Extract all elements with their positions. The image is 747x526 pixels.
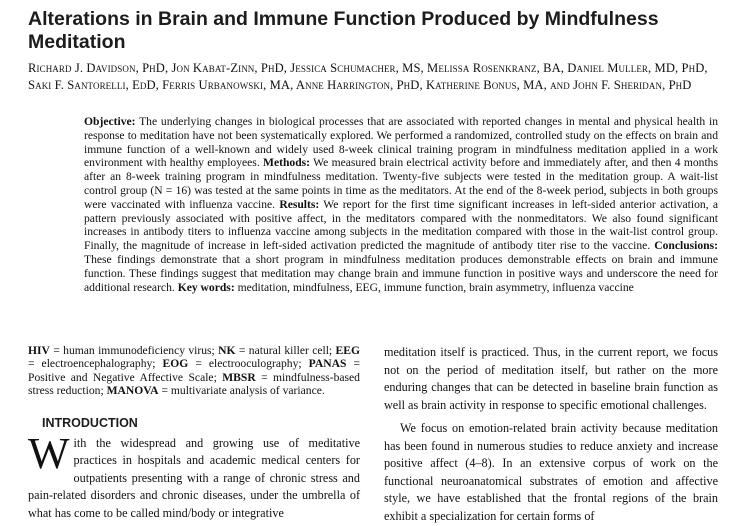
abbr-nk: NK xyxy=(218,344,236,357)
author-list: Richard J. Davidson, PhD, Jon Kabat-Zinn, PhD, Jessica Schumacher, MS, Melissa Rosenkranz, BA, Daniel Muller, MD, PhD, Saki F. Santorelli, EdD, Ferris Urbanowski, MA, Anne Harrington, PhD, Katherine Bonus, MA, and John F. Sheridan, PhD xyxy=(28,61,708,92)
abbr-panas: PANAS xyxy=(308,357,347,371)
keywords-text: meditation, mindfulness, EEG, immune function, brain asymmetry, influenza vaccine xyxy=(234,280,634,294)
abbr-eeg: EEG xyxy=(335,344,360,357)
abbreviations xyxy=(28,344,360,398)
introduction-heading: INTRODUCTION xyxy=(42,415,138,430)
objective-text: The underlying changes in biological processes that are associated with reported changes in mental and physical health in response to meditation have not been systematically explored. We performed a randomized, controlled study on the effects on brain and immune function of a well-known and widely used 8-week clinical training program in mindfulness meditation applied in a work environment with healthy employees. xyxy=(84,115,718,170)
abbr-manova: MANOVA xyxy=(106,384,159,398)
methods-text: We measured brain electrical activity before and immediately after, and then 4 months after an 8-week training program in mindfulness meditation. Twenty-five subjects were tested in the meditation group. A wait-list control group (N = 16) was tested at the same points in time as the meditators. At the end of the 8-week period, subjects in both groups were vaccinated with influenza vaccine. xyxy=(84,156,718,211)
abbr-eog: EOG xyxy=(162,357,189,371)
abstract xyxy=(84,115,718,294)
results-label: Results: xyxy=(279,197,320,211)
conclusions-label: Conclusions: xyxy=(654,239,718,253)
abbr-eog-def: = electrooculography; xyxy=(188,357,309,371)
right-column xyxy=(384,344,718,525)
abbr-eeg-def: = electroencephalography; xyxy=(28,357,163,371)
conclusions-text: These findings demonstrate that a short program in mindfulness meditation produces demonstrable effects on brain and immune function. These findings suggest that meditation may change brain and immune function in positive ways and underscore the need for additional research. xyxy=(84,252,718,294)
drop-cap: W xyxy=(28,428,70,478)
abbr-manova-def: = multivariate analysis of variance. xyxy=(158,384,325,398)
article-title: Alterations in Brain and Immune Function Produced by Mindfulness Meditation xyxy=(28,8,659,53)
introduction-text: ith the widespread and growing use of meditative practices in hospitals and academic medical centers for outpatients presenting with a range of chronic stress and pain-related disorders and chronic diseases, under the umbrella of what has come to be called mind/body or integrative xyxy=(28,435,360,520)
abbr-hiv: HIV xyxy=(28,344,50,357)
objective-label: Objective: xyxy=(84,115,136,128)
introduction-paragraph xyxy=(28,428,360,523)
abbr-hiv-def: = human immunodeficiency virus; xyxy=(49,344,219,357)
left-column xyxy=(28,344,360,522)
methods-label: Methods: xyxy=(263,156,311,170)
abbr-mbsr-def: = mindfulness-based stress reduction; xyxy=(28,370,360,398)
right-paragraph-1: meditation itself is practiced. Thus, in the current report, we focus not on the period of meditation itself, but rather on the more enduring changes that can be detected in baseline brain function as well as brain activity in response to specific emotional challenges. xyxy=(384,345,718,412)
abbr-panas-def: = Positive and Negative Affective Scale; xyxy=(28,357,360,384)
keywords-label: Key words: xyxy=(177,280,235,294)
results-text: We report for the first time significant increases in left-sided anterior activation, a pattern previously associated with positive affect, in the meditators compared with the nonmeditators. We also found significant increases in antibody titers to influenza vaccine among subjects in the meditation compared with those in the wait-list control group. Finally, the magnitude of increase in left-sided activation predicted the magnitude of antibody titer rise to the vaccine. xyxy=(84,197,718,253)
abbr-nk-def: = natural killer cell; xyxy=(235,344,336,357)
right-paragraph-2: We focus on emotion-related brain activity because meditation has been found in numerous studies to reduce anxiety and increase positive affect (4–8). In an extensive corpus of work on the functional neuroanatomical substrates of emotion and affective style, we have established that the frontal regions of the brain exhibit a specialization for certain forms of xyxy=(384,421,718,523)
abbr-mbsr: MBSR xyxy=(222,370,256,384)
